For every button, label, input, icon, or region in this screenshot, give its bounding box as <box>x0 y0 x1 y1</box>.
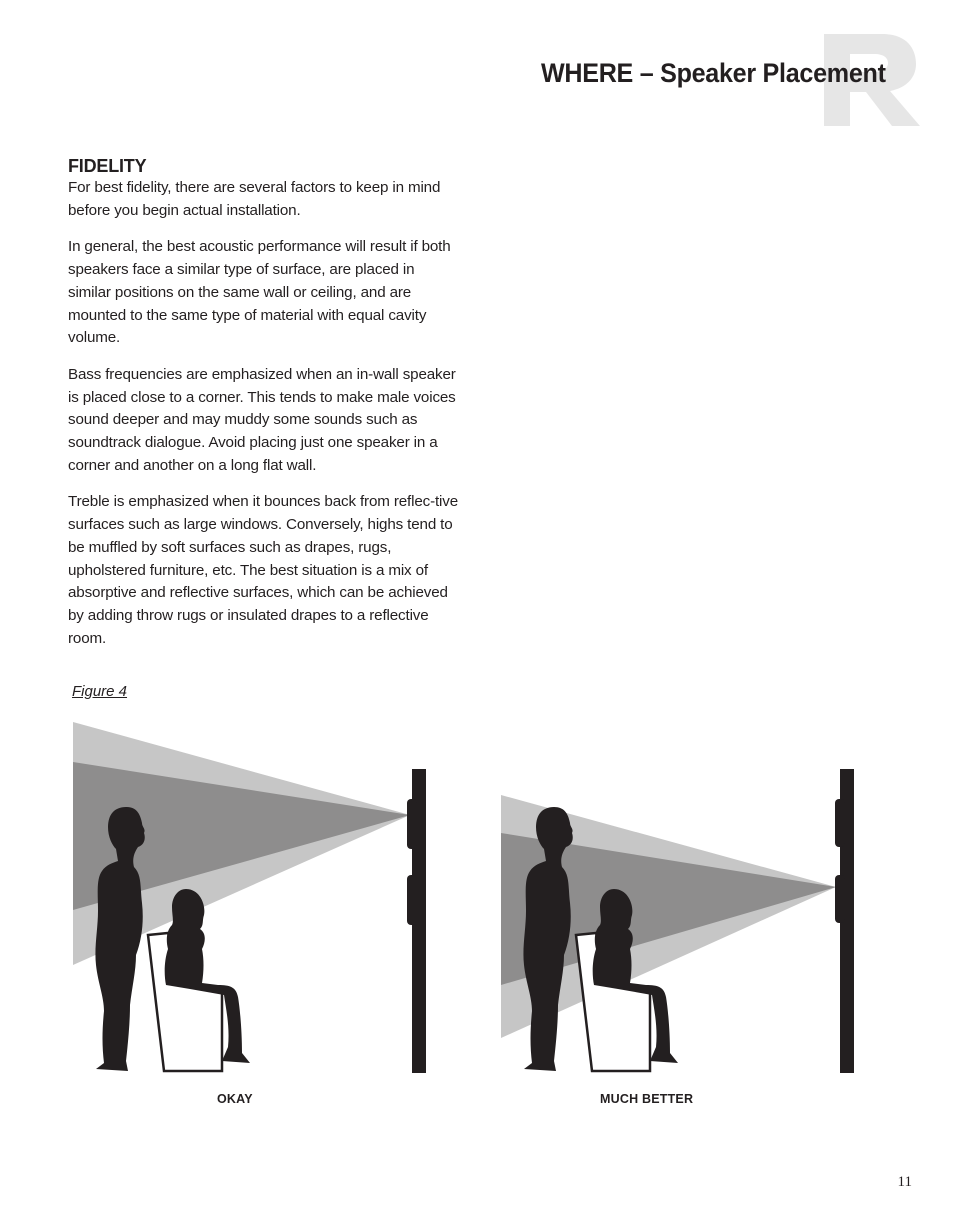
page-number: 11 <box>897 1174 912 1190</box>
speaker-lower-left <box>407 875 417 925</box>
okay-scene <box>73 722 426 1073</box>
caption-okay: OKAY <box>217 1092 253 1106</box>
figure-label: Figure 4 <box>72 683 128 700</box>
speaker-upper-right <box>835 799 845 847</box>
section-heading: FIDELITY <box>68 156 147 176</box>
speaker-upper-left <box>407 799 417 849</box>
caption-much-better: MUCH BETTER <box>600 1092 694 1106</box>
fidelity-section <box>68 155 460 664</box>
paragraph-intro: For best fidelity, there are several factors to keep in mind before you begin actual installation. <box>68 179 441 219</box>
paragraph-general: In general, the best acoustic performance will result if both speakers face a similar type of surface, are placed in similar positions on the same wall or ceiling, and are mounted to the same type of material with equal cavity volume. <box>68 238 451 347</box>
paragraph-treble: Treble is emphasized when it bounces back from reflec-tive surfaces such as large windows. Conversely, highs tend to be muffled by soft surfaces such as drapes, rugs, upholstered furniture, etc. The best situation is a mix of absorptive and reflective surfaces, which can be achieved by adding throw rugs or insulated drapes to a reflective room. <box>68 493 459 647</box>
much-better-scene <box>501 769 854 1073</box>
page-title: WHERE – Speaker Placement <box>541 58 886 88</box>
speaker-placement-figure <box>0 715 954 1115</box>
speaker-lower-right <box>835 875 845 923</box>
paragraph-bass: Bass frequencies are emphasized when an in-wall speaker is placed close to a corner. This tends to make male voices sound deeper and may muddy some sounds such as soundtrack dialogue. Avoid placing just one speaker in a corner and another on a long flat wall. <box>68 365 456 474</box>
